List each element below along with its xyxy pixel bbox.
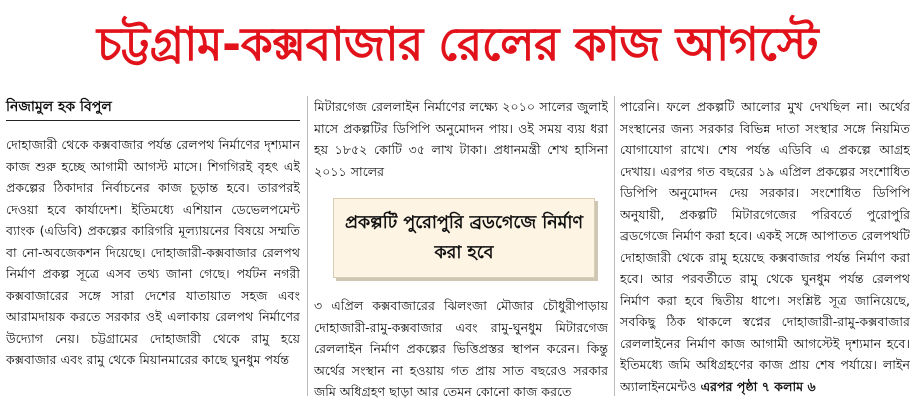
column-3-text [620, 96, 910, 397]
article-column-1 [6, 134, 300, 402]
pull-quote-box [333, 198, 595, 278]
pull-quote-text: প্রকল্পটি পুরোপুরি ব্রডগেজে নির্মাণ করা হবে [344, 213, 584, 263]
column-2-top-text: মিটারগেজ রেললাইন নির্মাণের লক্ষ্যে ২০১০ সালের জুলাই মাসে প্রকল্পটির ডিপিপি অনুমোদন পায়। ওই সময় ব্যয় ধরা হয় ১৮৫২ কোটি ৩৫ লাখ টাকা। প্রধানমন্ত্রী শেখ হাসিনা ২০১১ সালের [314, 99, 608, 179]
column-divider [307, 96, 308, 396]
continuation-note[interactable]: এরপর পৃষ্ঠা ৭ কলাম ৬ [700, 378, 816, 394]
column-1-text: দোহাজারী থেকে কক্সবাজার পর্যন্ত রেলপথ নির্মাণের দৃশ্যমান কাজ শুরু হচ্ছে আগামী আগস্ট মাসে। শিগগিরই বৃহৎ এই প্রকল্পের ঠিকাদার নির্বাচনের কাজ চূড়ান্ত হবে। তারপরই দেওয়া হবে কার্যাদেশ। ইতিমধ্যে এশিয়ান ডেভেলপমেন্ট ব্যাংক (এডিবি) প্রকল্পের কারিগরি মূল্যায়নের বিষয়ে সম্মতি বা নো-অবজেকশন দিয়েছে। দোহাজারী-কক্সবাজার রেলপথ নির্মাণ প্রকল্প সূত্রে এসব তথ্য জানা গেছে। পর্যটন নগরী কক্সবাজারের সঙ্গে সারা দেশের যাতায়াত সহজ এবং আরামদায়ক করতে সরকার ওই এলাকায় রেলপথ নির্মাণের উদ্যোগ নেয়। চট্টগ্রামের দোহাজারী থেকে রামু হয়ে কক্সবাজার এবং রামু থেকে মিয়ানমারের কাছে ঘুনধুম পর্যন্ত [6, 137, 300, 367]
byline-rule [6, 120, 300, 121]
byline-block [6, 96, 300, 121]
article-column-3 [620, 96, 910, 402]
column-3-body: পারেনি। ফলে প্রকল্পটি আলোর মুখ দেখছিল না। অর্থের সংস্থানের জন্য সরকার বিভিন্ন দাতা সংস্থার সঙ্গে নিয়মিত যোগাযোগ রাখে। শেষ পর্যন্ত এডিবি এ প্রকল্পে আগ্রহ দেখায়। এরপর গত বছরের ১৯ এপ্রিল প্রকল্পের সংশোধিত ডিপিপি অনুমোদন দেয় সরকার। সংশোধিত ডিপিপি অনুযায়ী, প্রকল্পটি মিটারগেজের পরিবর্তে পুরোপুরি ব্রডগেজে নির্মাণ করা হবে। একই সঙ্গে আপাতত রেলপথটি দোহাজারী থেকে রামু হয়েছে কক্সবাজার পর্যন্ত নির্মাণ করা হবে। আর পরবর্তীতে রামু থেকে ঘুনধুম পর্যন্ত রেলপথ নির্মাণ করা হবে দ্বিতীয় ধাপে। সংশ্লিষ্ট সূত্র জানিয়েছে, সবকিছু ঠিক থাকলে স্বপ্নের দোহাজারী-রামু-কক্সবাজার রেললাইনের নির্মাণ কাজ আগামী আগস্টেই দৃশ্যমান হবে। ইতিমধ্যে জমি অধিগ্রহণের কাজ প্রায় শেষ পর্যায়ে। লাইন অ্যালাইনমেন্টও [620, 99, 910, 394]
article-column-2-top [314, 96, 608, 182]
column-divider [614, 96, 615, 396]
article-column-2-bottom [314, 295, 608, 402]
headline: চট্টগ্রাম-কক্সবাজার রেলের কাজ আগস্টে [96, 17, 819, 71]
byline: নিজামুল হক বিপুল [6, 99, 112, 115]
column-2-bottom-text: ৩ এপ্রিল কক্সবাজারের ঝিলংজা মৌজার চৌধুরীপাড়ায় দোহাজারী-রামু-কক্সবাজার এবং রামু-ঘুনধুম মিটারগেজ রেললাইন নির্মাণ প্রকল্পের ভিত্তিপ্রস্তর স্থাপন করেন। কিন্তু অর্থের সংস্থান না হওয়ায় গত প্রায় সাত বছরেও সরকার জমি অধিগ্রহণ ছাড়া আর তেমন কোনো কাজ করতে [314, 298, 608, 399]
